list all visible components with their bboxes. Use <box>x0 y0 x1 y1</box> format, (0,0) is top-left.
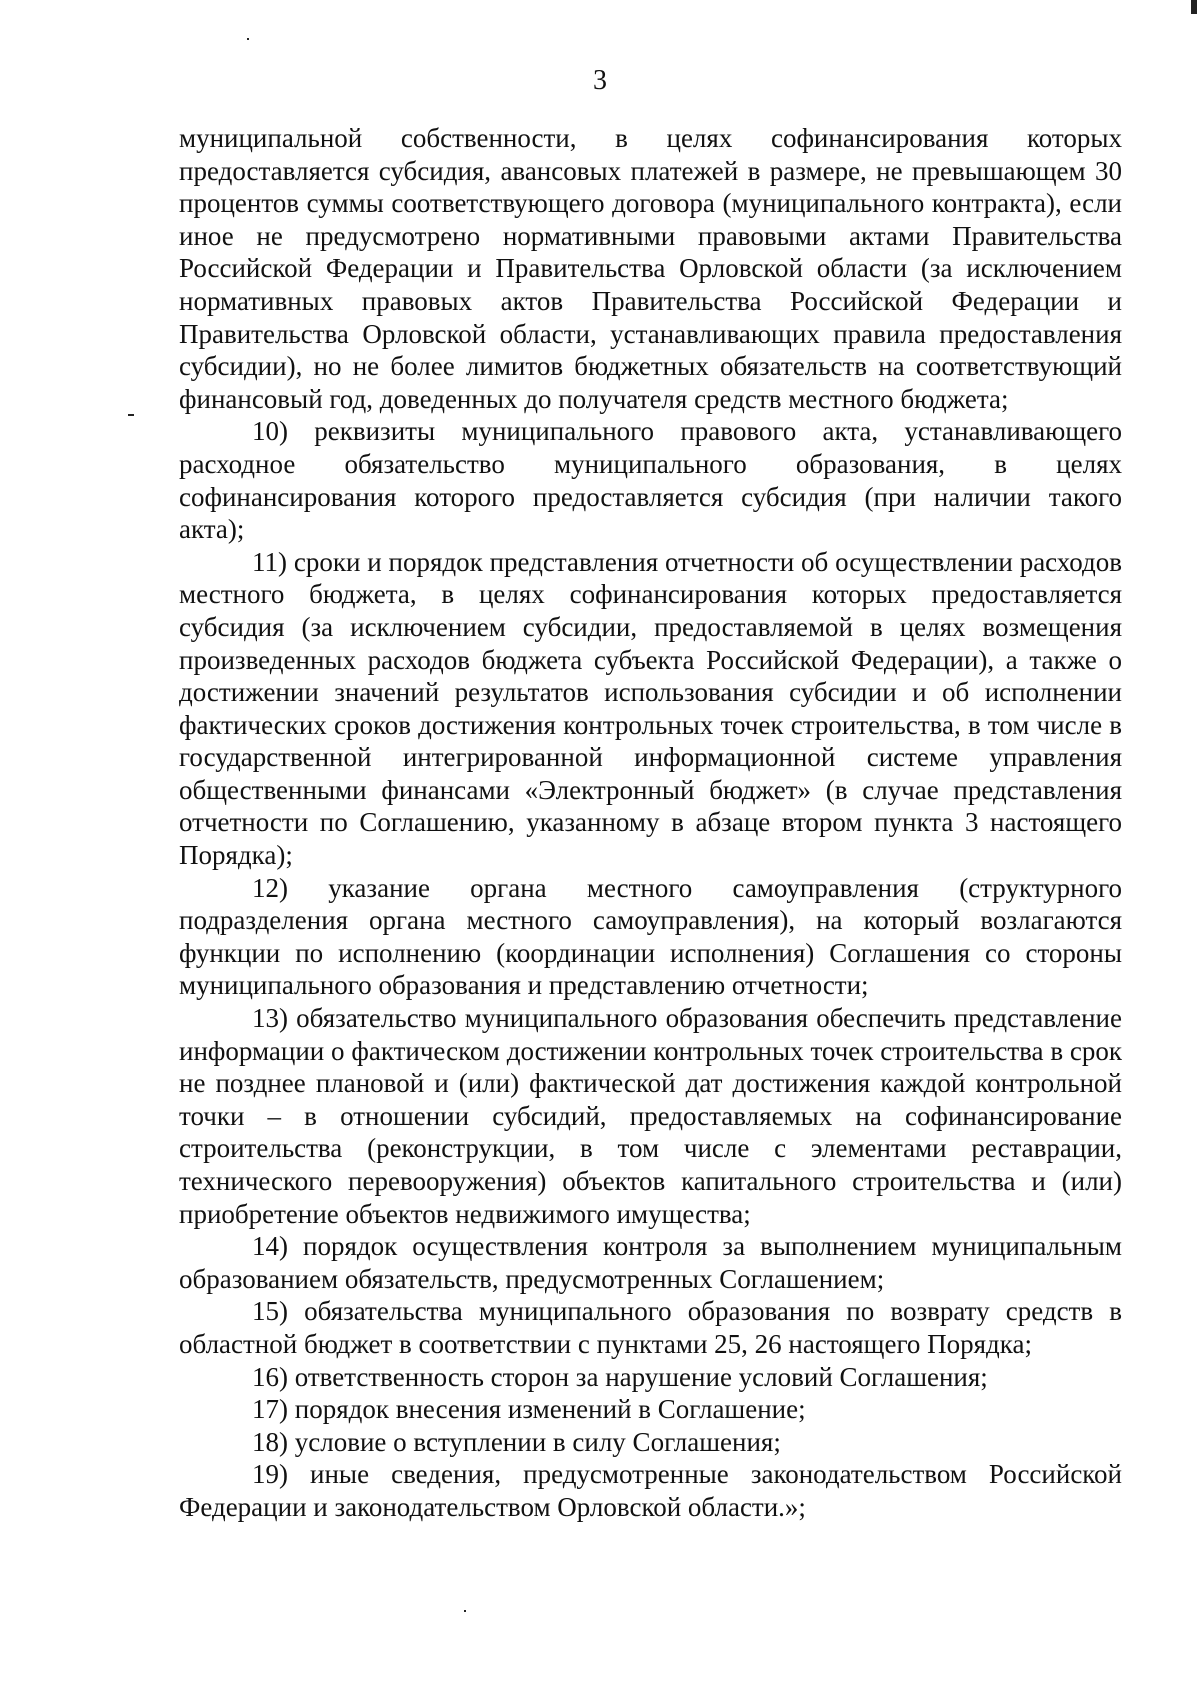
paragraph-item-12: 12) указание органа местного самоуправления (структурного подразделения органа местного самоуправления), на который возлагаются функции по исполнению (координации исполнения) Соглашения со стороны муниципального образования и представлению отчетности; <box>179 872 1122 1001</box>
paragraph-item-15: 15) обязательства муниципального образования по возврату средств в областной бюджет в соответствии с пунктами 25, 26 настоящего Порядка; <box>179 1296 1122 1359</box>
paragraph-item-14: 14) порядок осуществления контроля за выполнением муниципальным образованием обязательств, предусмотренных Соглашением; <box>179 1231 1122 1294</box>
paragraph-item-11: 11) сроки и порядок представления отчетности об осуществлении расходов местного бюджета, в целях софинансирования которых предоставляется субсидия (за исключением субсидии, предоставляемой в целях возмещения произведенных расходов бюджета субъекта Российской Федерации), а также о достижении значений результатов использования субсидии и об исполнении фактических сроков достижения контрольных точек строительства, в том числе в государственной интегрированной информационной системе управления общественными финансами «Электронный бюджет» (в случае представления отчетности по Соглашению, указанному в абзаце втором пункта 3 настоящего Порядка); <box>179 546 1122 871</box>
paragraph-item-19: 19) иные сведения, предусмотренные законодательством Российской Федерации и законодательством Орловской области.»; <box>179 1459 1122 1522</box>
scan-artifact-dash <box>128 414 134 416</box>
document-body <box>179 122 1122 1524</box>
paragraph-item-10: 10) реквизиты муниципального правового акта, устанавливающего расходное обязательство муниципального образования, в целях софинансирования которого предоставляется субсидия (при наличии такого акта); <box>179 416 1122 545</box>
paragraph-item-13: 13) обязательство муниципального образования обеспечить представление информации о фактическом достижении контрольных точек строительства в срок не позднее плановой и (или) фактической дат достижения каждой контрольной точки – в отношении субсидий, предоставляемых на софинансирование строительства (реконструкции, в том числе с элементами реставрации, технического перевооружения) объектов капитального строительства и (или) приобретение объектов недвижимого имущества; <box>179 1003 1122 1229</box>
paragraph-continuation: муниципальной собственности, в целях софинансирования которых предоставляется субсидия, авансовых платежей в размере, не превышающем 30 процентов суммы соответствующего договора (муниципального контракта), если иное не предусмотрено нормативными правовыми актами Правительства Российской Федерации и Правительства Орловской области (за исключением нормативных правовых актов Правительства Российской Федерации и Правительства Орловской области, устанавливающих правила предоставления субсидии), но не более лимитов бюджетных обязательств на соответствующий финансовый год, доведенных до получателя средств местного бюджета; <box>179 123 1122 414</box>
page-number: 3 <box>593 65 607 96</box>
scan-artifact-mark <box>1191 0 1197 14</box>
scan-artifact-dot <box>464 1610 466 1612</box>
paragraph-item-16: 16) ответственность сторон за нарушение условий Соглашения; <box>252 1361 988 1392</box>
paragraph-item-17: 17) порядок внесения изменений в Соглашение; <box>252 1394 806 1425</box>
scan-artifact-dot <box>247 38 249 40</box>
paragraph-item-18: 18) условие о вступлении в силу Соглашения; <box>252 1426 781 1457</box>
